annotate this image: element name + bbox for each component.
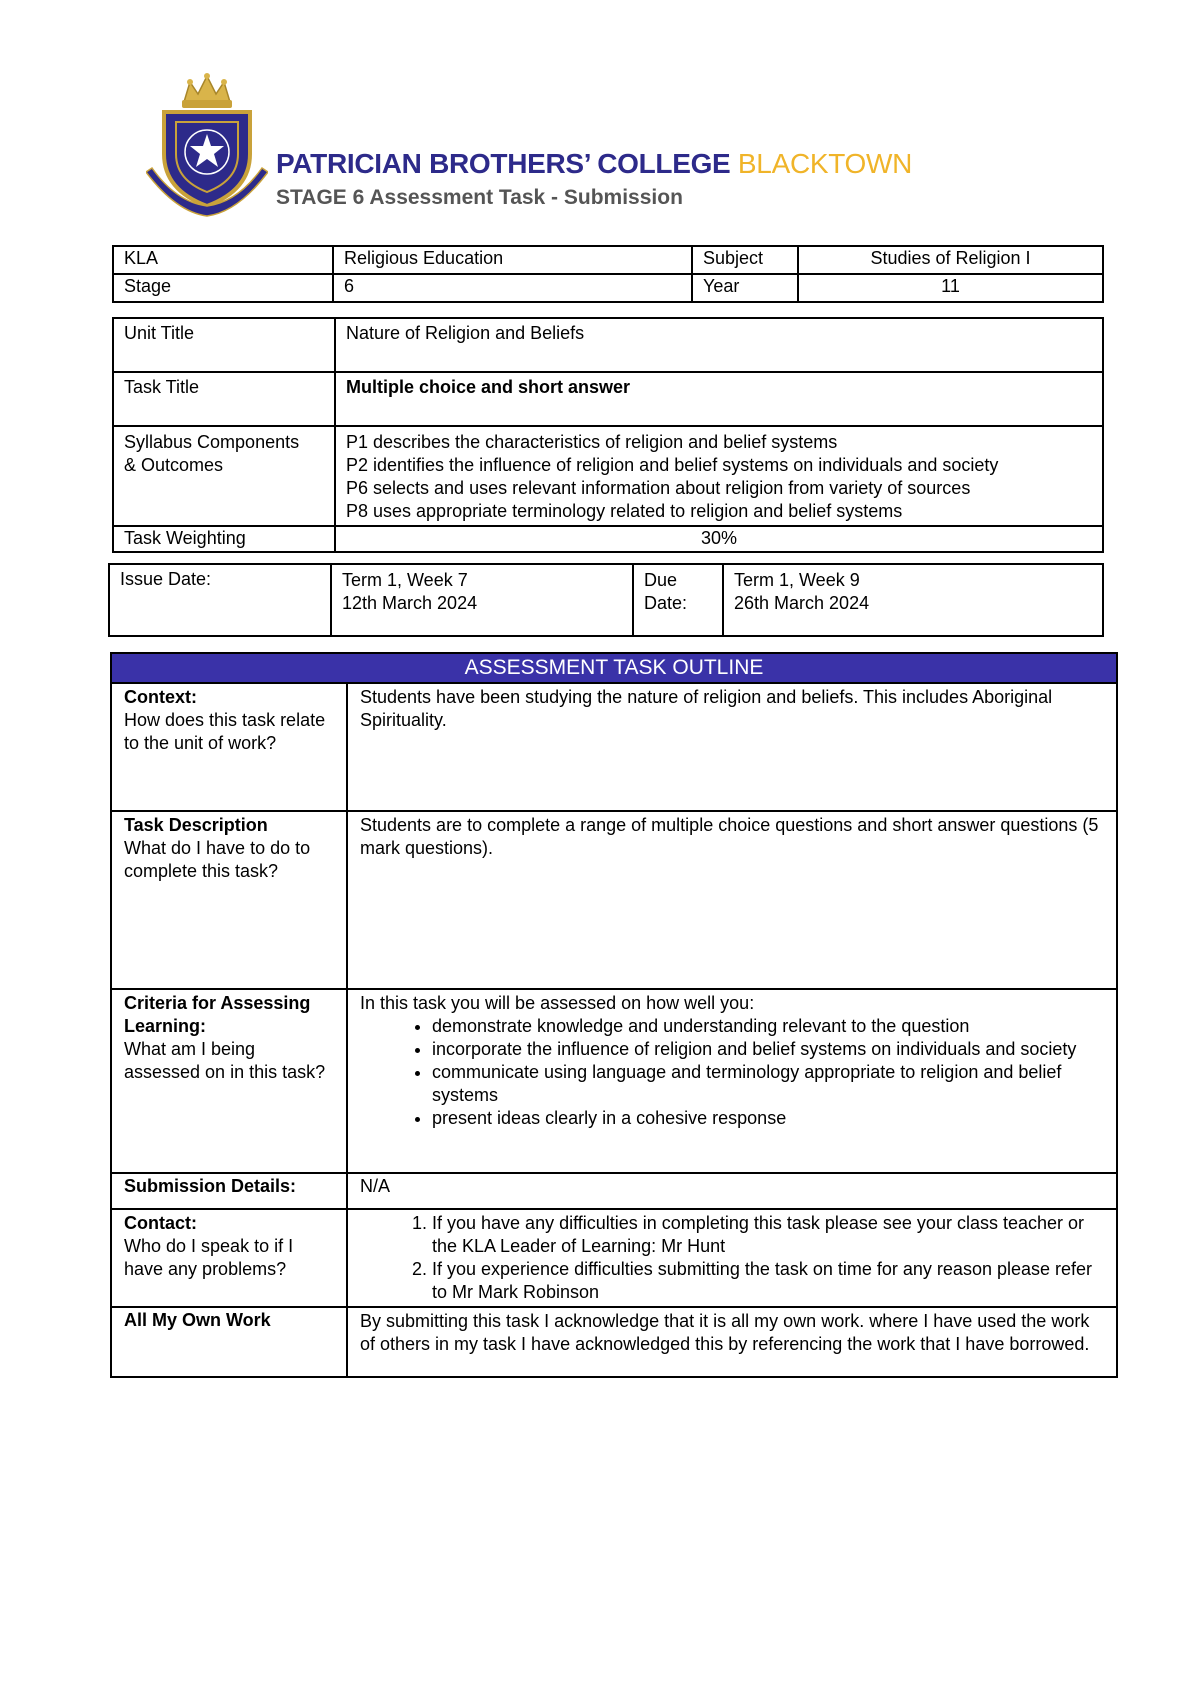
task-description-label bbox=[111, 811, 347, 989]
context-label bbox=[111, 683, 347, 811]
weighting-label: Task Weighting bbox=[113, 526, 335, 552]
submission-row bbox=[111, 1173, 1117, 1209]
unit-title-row bbox=[113, 318, 1103, 372]
outline-heading-row bbox=[111, 653, 1117, 683]
stage-label: Stage bbox=[113, 274, 333, 302]
school-name: PATRICIAN BROTHERS’ COLLEGE BLACKTOWN bbox=[276, 148, 913, 179]
dates-row bbox=[109, 564, 1103, 636]
issue-date-term: Term 1, Week 7 bbox=[342, 570, 468, 590]
criteria-question: What am I being assessed on in this task? bbox=[124, 1039, 326, 1082]
info-row-kla bbox=[113, 246, 1103, 274]
context-question: How does this task relate to the unit of work? bbox=[124, 710, 326, 753]
task-description-question: What do I have to do to complete this task? bbox=[124, 838, 311, 881]
year-label: Year bbox=[692, 274, 798, 302]
criteria-item: • present ideas clearly in a cohesive response bbox=[432, 1107, 1104, 1130]
contact-content bbox=[347, 1209, 1117, 1307]
info-row-stage bbox=[113, 274, 1103, 302]
stage-value: 6 bbox=[333, 274, 692, 302]
weighting-value: 30% bbox=[335, 526, 1103, 552]
subject-value: Studies of Religion I bbox=[798, 246, 1103, 274]
submission-text: N/A bbox=[347, 1173, 1117, 1209]
due-date-value bbox=[723, 564, 1103, 636]
issue-date-label: Issue Date: bbox=[109, 564, 331, 636]
weighting-row bbox=[113, 526, 1103, 552]
outline-heading: ASSESSMENT TASK OUTLINE bbox=[111, 653, 1117, 683]
issue-date-value bbox=[331, 564, 633, 636]
outcome-item: P1 describes the characteristics of religion and belief systems bbox=[346, 432, 838, 452]
criteria-list bbox=[360, 1015, 1104, 1130]
issue-date-day: 12th March 2024 bbox=[342, 593, 478, 613]
year-value: 11 bbox=[798, 274, 1103, 302]
criteria-item: • demonstrate knowledge and understanding relevant to the question bbox=[432, 1015, 1104, 1038]
outcome-item: P2 identifies the influence of religion and belief systems on individuals and society bbox=[346, 455, 999, 475]
contact-item: 2. If you experience difficulties submitting the task on time for any reason please refer to Mr Mark Robinson bbox=[432, 1258, 1104, 1304]
task-description-title: Task Description bbox=[124, 815, 268, 835]
criteria-content bbox=[347, 989, 1117, 1173]
due-date-label bbox=[633, 564, 723, 636]
criteria-label bbox=[111, 989, 347, 1173]
criteria-title: Criteria for Assessing Learning: bbox=[124, 993, 311, 1036]
outcome-item: P6 selects and uses relevant information about religion from variety of sources bbox=[346, 478, 971, 498]
header bbox=[146, 72, 1006, 222]
task-title-label: Task Title bbox=[113, 372, 335, 426]
unit-title-value: Nature of Religion and Beliefs bbox=[335, 318, 1103, 372]
contact-title: Contact: bbox=[124, 1213, 197, 1233]
task-title-value: Multiple choice and short answer bbox=[335, 372, 1103, 426]
document-subtitle: STAGE 6 Assessment Task - Submission bbox=[276, 186, 683, 209]
criteria-intro: In this task you will be assessed on how well you: bbox=[360, 993, 755, 1013]
school-suburb: BLACKTOWN bbox=[737, 148, 913, 179]
contact-question: Who do I speak to if I have any problems? bbox=[124, 1236, 294, 1279]
outcomes-list bbox=[335, 426, 1103, 526]
contact-item: 1. If you have any difficulties in completing this task please see your class teacher or the KLA Leader of Learning: Mr Hunt bbox=[432, 1212, 1104, 1258]
context-title: Context: bbox=[124, 687, 197, 707]
due-date-label-line-1: Due bbox=[644, 570, 678, 590]
own-work-title: All My Own Work bbox=[111, 1307, 347, 1377]
own-work-row bbox=[111, 1307, 1117, 1377]
submission-title: Submission Details: bbox=[111, 1173, 347, 1209]
subject-label: Subject bbox=[692, 246, 798, 274]
unit-title-label: Unit Title bbox=[113, 318, 335, 372]
criteria-row bbox=[111, 989, 1117, 1173]
context-row bbox=[111, 683, 1117, 811]
due-date-term: Term 1, Week 9 bbox=[734, 570, 860, 590]
syllabus-label bbox=[113, 426, 335, 526]
outcome-item: P8 uses appropriate terminology related to religion and belief systems bbox=[346, 501, 903, 521]
syllabus-label-line-2: & Outcomes bbox=[124, 455, 224, 475]
criteria-item: • communicate using language and terminology appropriate to religion and belief systems bbox=[432, 1061, 1104, 1107]
dates-table bbox=[108, 563, 1104, 637]
contact-row bbox=[111, 1209, 1117, 1307]
due-date-day: 26th March 2024 bbox=[734, 593, 870, 613]
contact-list bbox=[360, 1212, 1104, 1304]
kla-value: Religious Education bbox=[333, 246, 692, 274]
task-title-row bbox=[113, 372, 1103, 426]
due-date-label-line-2: Date: bbox=[644, 593, 688, 613]
subject-info-table bbox=[112, 245, 1104, 303]
syllabus-row bbox=[113, 426, 1103, 526]
assessment-outline-table bbox=[110, 652, 1118, 1378]
kla-label: KLA bbox=[113, 246, 333, 274]
task-description-row bbox=[111, 811, 1117, 989]
contact-label bbox=[111, 1209, 347, 1307]
college-crest-icon bbox=[146, 72, 268, 220]
unit-details-table bbox=[112, 317, 1104, 553]
own-work-text: By submitting this task I acknowledge that it is all my own work. where I have used the work of others in my task I have acknowledged this by referencing the work that I have borrowed. bbox=[347, 1307, 1117, 1377]
syllabus-label-line-1: Syllabus Components bbox=[124, 432, 300, 452]
context-text: Students have been studying the nature of religion and beliefs. This includes Aboriginal Spirituality. bbox=[347, 683, 1117, 811]
criteria-item: • incorporate the influence of religion and belief systems on individuals and society bbox=[432, 1038, 1104, 1061]
task-description-text: Students are to complete a range of multiple choice questions and short answer questions (5 mark questions). bbox=[347, 811, 1117, 989]
